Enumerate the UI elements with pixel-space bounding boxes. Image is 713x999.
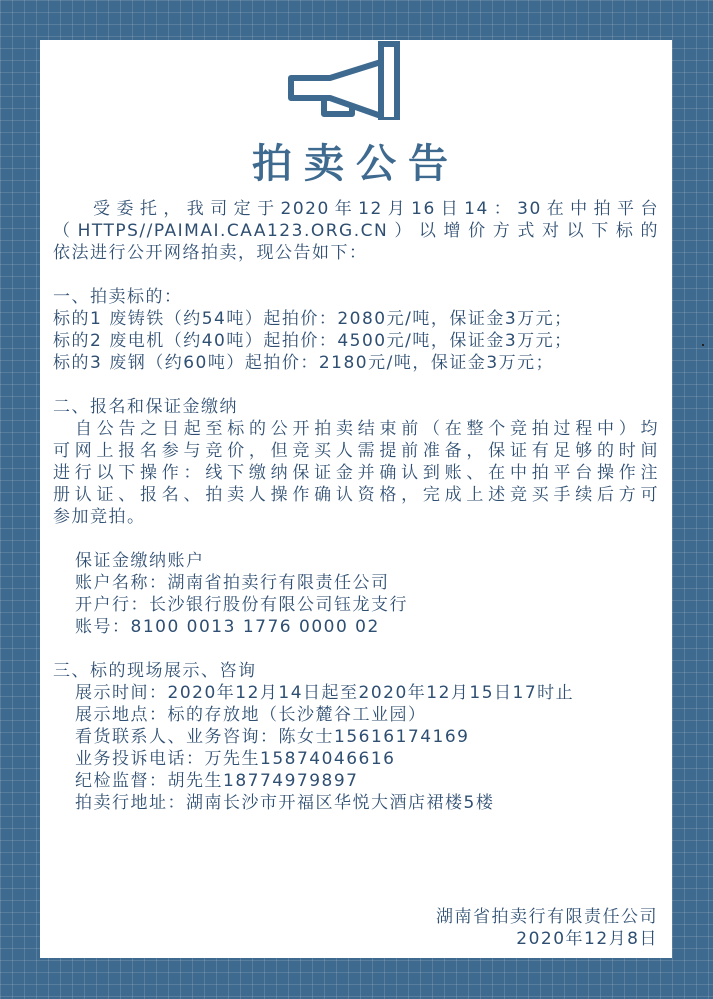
- section-heading: 一、拍卖标的：: [53, 287, 183, 307]
- section-heading: 二、报名和保证金缴纳: [53, 397, 238, 417]
- notice-paper: [40, 40, 672, 958]
- paragraph-line: 册认证、报名、拍卖人操作确认资格，完成上述竞买手续后方可: [53, 485, 659, 505]
- list-item: 业务投诉电话：万先生15874046616: [75, 749, 396, 769]
- account-number: 账号：8100 0013 1776 0000 02: [75, 617, 380, 637]
- list-item: 看货联系人、业务咨询：陈女士15616174169: [75, 727, 470, 747]
- paragraph-line: 进行以下操作：线下缴纳保证金并确认到账、在中拍平台操作注: [53, 463, 659, 483]
- account-heading: 保证金缴纳账户: [75, 551, 205, 571]
- list-item: 标的2 废电机（约40吨）起拍价：4500元/吨，保证金3万元；: [53, 331, 573, 351]
- page-title: 拍卖公告: [252, 141, 460, 187]
- intro-line: 受委托，我司定于2020年12月16日14：30在中拍平台: [93, 199, 659, 219]
- issue-date: 2020年12月8日: [516, 929, 658, 949]
- list-item: 展示地点：标的存放地（长沙麓谷工业园）: [75, 705, 427, 725]
- account-name: 账户名称：湖南省拍卖行有限责任公司: [75, 573, 390, 593]
- paragraph-line: 参加竞拍。: [53, 507, 146, 527]
- list-item: 拍卖行地址：湖南长沙市开福区华悦大酒店裙楼5楼: [75, 793, 495, 813]
- list-item: 标的1 废铸铁（约54吨）起拍价：2080元/吨，保证金3万元；: [53, 309, 573, 329]
- signature-block: [436, 906, 658, 950]
- list-item: 标的3 废钢（约60吨）起拍价：2180元/吨，保证金3万元；: [53, 353, 555, 373]
- paragraph-line: 自公告之日起至标的公开拍卖结束前（在整个竞拍过程中）均: [75, 419, 659, 439]
- list-item: 展示时间：2020年12月14日起至2020年12月15日17时止: [75, 683, 575, 703]
- stray-dot: [702, 344, 704, 346]
- list-item: 纪检监督：胡先生18774979897: [75, 771, 359, 791]
- megaphone-icon: [288, 40, 418, 120]
- company-name: 湖南省拍卖行有限责任公司: [436, 907, 658, 927]
- bank-name: 开户行：长沙银行股份有限公司钰龙支行: [75, 595, 408, 615]
- paragraph-line: 可网上报名参与竞价，但竞买人需提前准备，保证有足够的时间: [53, 441, 659, 461]
- intro-line: （HTTPS//PAIMAI.CAA123.ORG.CN）以增价方式对以下标的: [53, 221, 659, 241]
- section-heading: 三、标的现场展示、咨询: [53, 661, 257, 681]
- intro-line: 依法进行公开网络拍卖，现公告如下：: [53, 243, 368, 263]
- notice-body: [53, 198, 659, 814]
